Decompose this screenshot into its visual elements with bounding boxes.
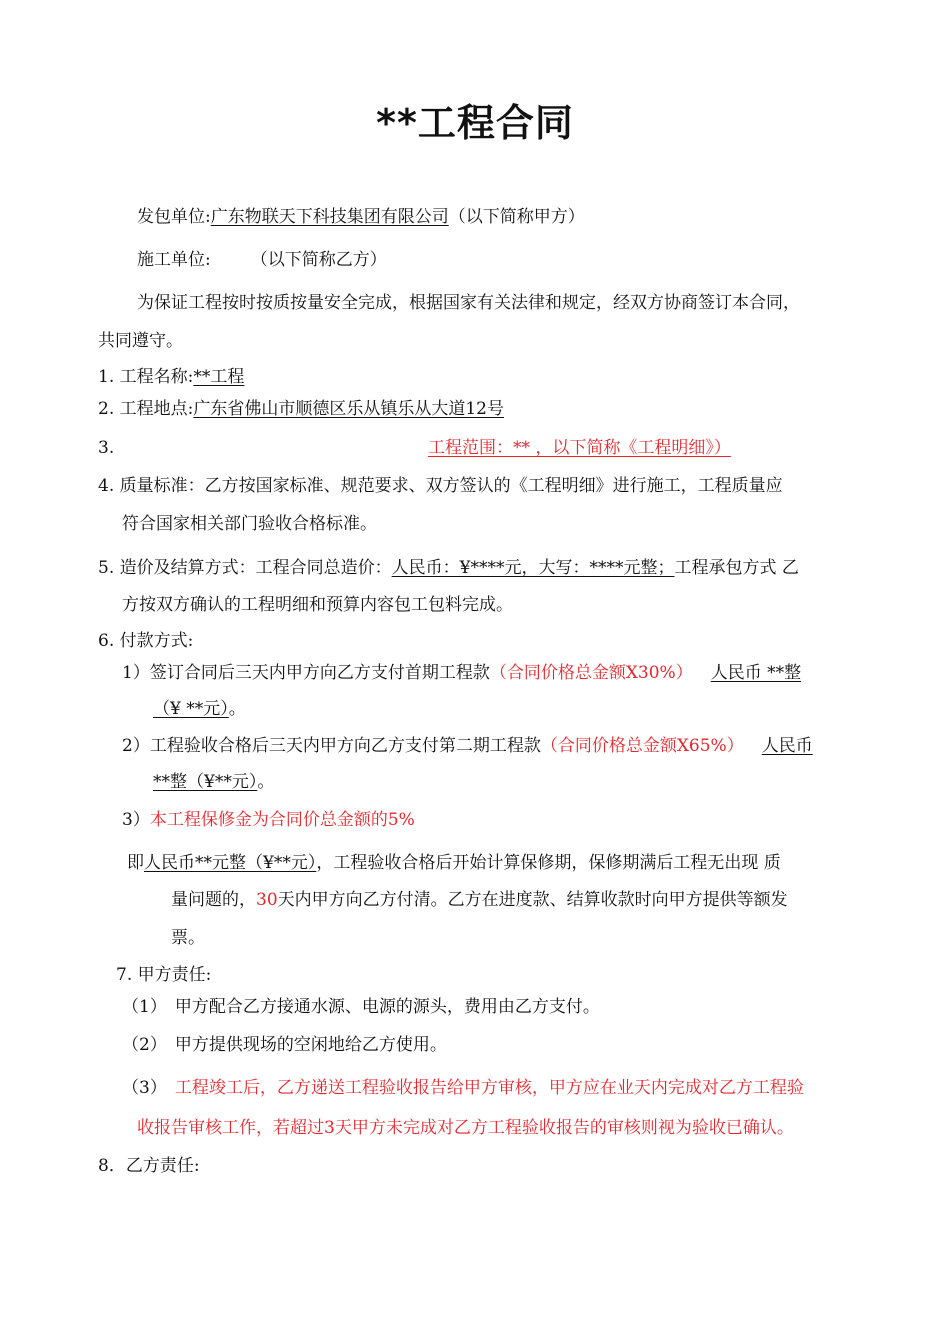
- payment-3-suffix: ，工程验收合格后开始计算保修期，保修期满后工程无出现 质: [316, 853, 781, 873]
- payment-2-amount: 人民币: [761, 736, 813, 756]
- payment-1-prefix: 1）签订合同后三天内甲方向乙方支付首期工程款: [122, 663, 490, 683]
- employer-label: 发包单位:: [137, 207, 211, 227]
- clause-2-label: 2. 工程地点:: [98, 399, 194, 419]
- employer-duty-3-line-1: 工程竣工后，乙方递送工程验收报告给甲方审核，甲方应在业天内完成对乙方工程验: [174, 1078, 804, 1098]
- clause-5-mode: 工程承包方式 乙: [674, 558, 799, 578]
- clause-5-line-2: 方按双方确认的工程明细和预算内容包工包料完成。: [122, 595, 513, 615]
- clause-8-heading: 8．乙方责任:: [98, 1156, 200, 1176]
- employer-duty-1-number: （1）: [122, 997, 167, 1017]
- payment-3-line-3: 票。: [171, 928, 205, 948]
- employer-duty-3-line-2: 收报告审核工作，若超过3天甲方未完成对乙方工程验收报告的审核则视为验收已确认。: [137, 1118, 794, 1138]
- contractor-line: [137, 249, 387, 271]
- clause-1-label: 1. 工程名称:: [98, 367, 194, 387]
- payment-3-prefix: 即: [127, 853, 144, 873]
- contract-title: **工程合同: [376, 101, 574, 145]
- clause-3-number: 3.: [98, 438, 115, 458]
- clause-2-value: 广东省佛山市顺德区乐从镇乐从大道12号: [193, 399, 504, 419]
- payment-2-amount-figure: **整（¥**元）: [153, 772, 258, 792]
- payment-3-days: 30: [256, 890, 278, 910]
- payment-3-amount: 人民币**元整（¥**元）: [144, 853, 317, 873]
- contractor-suffix: （以下简称乙方）: [250, 250, 387, 270]
- employer-duty-2-text: 甲方提供现场的空闲地给乙方使用。: [174, 1035, 447, 1055]
- clause-3-scope: 工程范围：** ，以下简称《工程明细》）: [428, 438, 731, 458]
- payment-1-amount: 人民币 **整: [710, 663, 802, 683]
- payment-3-line-2-prefix: 量问题的，: [171, 890, 256, 910]
- clause-1-value: **工程: [193, 367, 245, 387]
- clause-5-price: 人民币：¥****元，大写：****元整；: [391, 558, 675, 578]
- payment-1-amount-figure: （¥ **元）: [153, 699, 229, 719]
- payment-3-number: 3）: [122, 810, 150, 830]
- payment-2-ratio: （合同价格总金额X65%）: [540, 736, 744, 756]
- payment-1-line-1: [122, 662, 801, 684]
- employer-duty-3-number: （3）: [122, 1078, 167, 1098]
- preamble-line-2: 共同遵守。: [98, 331, 183, 351]
- employer-duty-1: [122, 996, 600, 1018]
- contractor-label: 施工单位:: [137, 250, 211, 270]
- clause-4-line-1: 4. 质量标准：乙方按国家标准、规范要求、双方签认的《工程明细》进行施工，工程质量应: [98, 476, 783, 496]
- clause-4-line-2: 符合国家相关部门验收合格标准。: [122, 514, 377, 534]
- payment-1-ratio: （合同价格总金额X30%）: [489, 663, 693, 683]
- payment-3-retention: 本工程保修金为合同价总金额的5%: [149, 810, 415, 830]
- payment-1-line-2: [153, 698, 246, 720]
- preamble-line-1: 为保证工程按时按质按量安全完成，根据国家有关法律和规定，经双方协商签订本合同，: [137, 293, 800, 313]
- employer-duty-1-text: 甲方配合乙方接通水源、电源的源头，费用由乙方支付。: [174, 997, 600, 1017]
- payment-3-line-2-suffix: 天内甲方向乙方付清。乙方在进度款、结算收款时向甲方提供等额发: [277, 890, 788, 910]
- clause-6-heading: 6. 付款方式:: [98, 631, 194, 651]
- employer-duty-2: [122, 1034, 447, 1056]
- payment-2-line-1: [122, 735, 813, 757]
- employer-duty-3: [122, 1077, 804, 1099]
- clause-2: [98, 398, 504, 420]
- employer-line: [137, 206, 585, 228]
- payment-2-prefix: 2）工程验收合格后三天内甲方向乙方支付第二期工程款: [122, 736, 541, 756]
- clause-7-heading: 7. 甲方责任:: [116, 965, 212, 985]
- payment-3-line-1: [127, 852, 781, 874]
- payment-1-end: 。: [228, 699, 246, 719]
- clause-5-prefix: 5. 造价及结算方式：工程合同总造价：: [98, 558, 392, 578]
- payment-2-line-2: [153, 771, 274, 793]
- payment-3-heading: [122, 809, 415, 831]
- payment-3-line-2: [171, 889, 788, 911]
- clause-1: [98, 366, 244, 388]
- clause-5-line-1: [98, 557, 799, 579]
- employer-duty-2-number: （2）: [122, 1035, 167, 1055]
- employer-name: 广东物联天下科技集团有限公司: [210, 207, 449, 227]
- employer-suffix: （以下简称甲方）: [448, 207, 585, 227]
- payment-2-end: 。: [257, 772, 275, 792]
